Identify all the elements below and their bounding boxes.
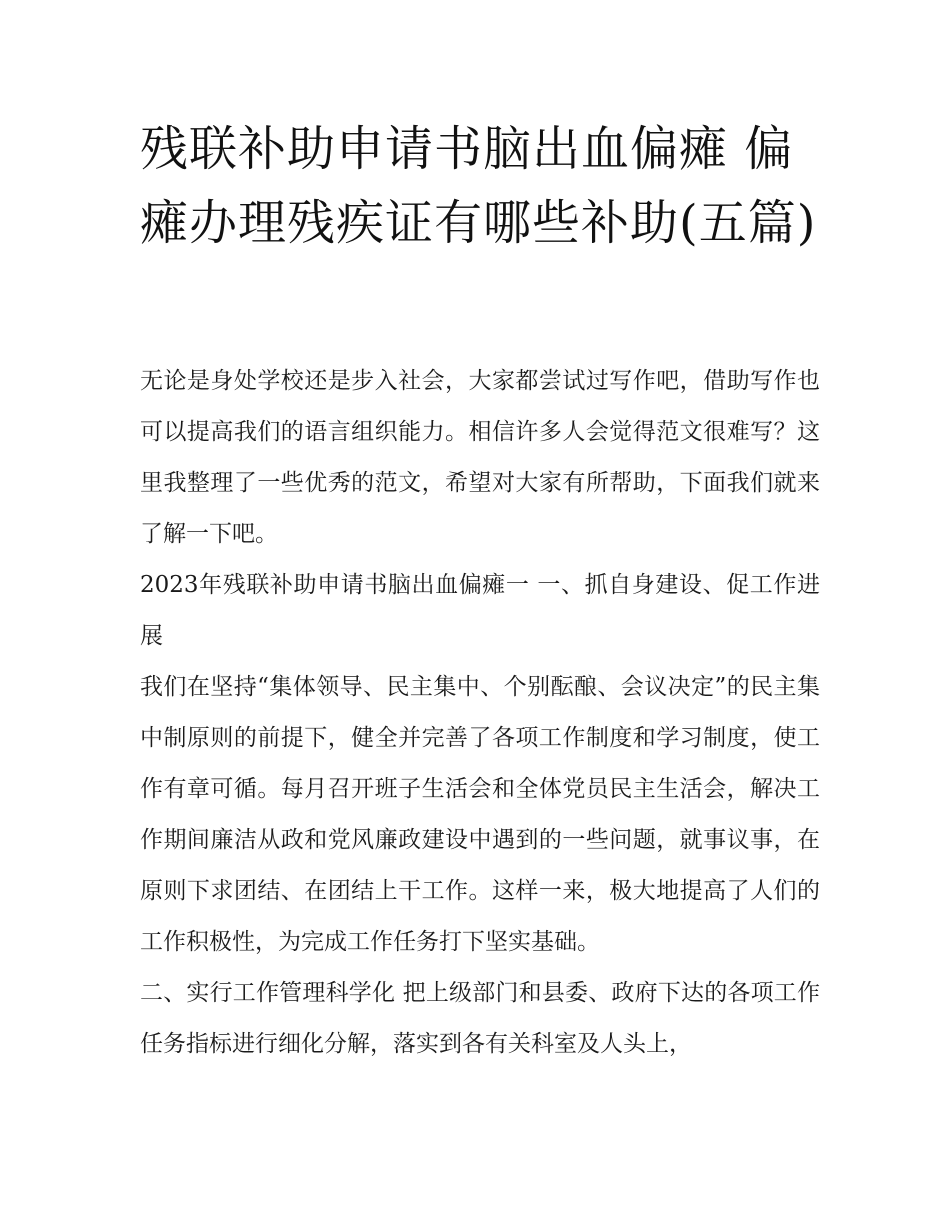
paragraph-democratic-centralism: 我们在坚持“集体领导、民主集中、个别酝酿、会议决定”的民主集中制原则的前提下，健全并完善了各项工作制度和学习制度，使工作有章可循。每月召开班子生活会和全体党员民主生活会，解决工作期间廉洁从政和党风廉政建设中遇到的一些问题，就事议事，在原则下求团结、在团结上干工作。这样一来，极大地提高了人们的工作积极性，为完成工作任务打下坚实基础。 <box>140 674 820 955</box>
paragraph-section-heading: 2023年残联补助申请书脑出血偏瘫一 一、抓自身建设、促工作进展 <box>140 572 820 649</box>
paragraph-intro: 无论是身处学校还是步入社会，大家都尝试过写作吧，借助写作也可以提高我们的语言组织能力。相信许多人会觉得范文很难写？这里我整理了一些优秀的范文，希望对大家有所帮助，下面我们就来了解一下吧。 <box>140 368 820 547</box>
document-body <box>140 356 820 1070</box>
document-title: 残联补助申请书脑出血偏瘫 偏瘫办理残疾证有哪些补助(五篇) <box>140 121 817 251</box>
paragraph-management: 二、实行工作管理科学化 把上级部门和县委、政府下达的各项工作任务指标进行细化分解，落实到各有关科室及人头上， <box>140 980 820 1057</box>
